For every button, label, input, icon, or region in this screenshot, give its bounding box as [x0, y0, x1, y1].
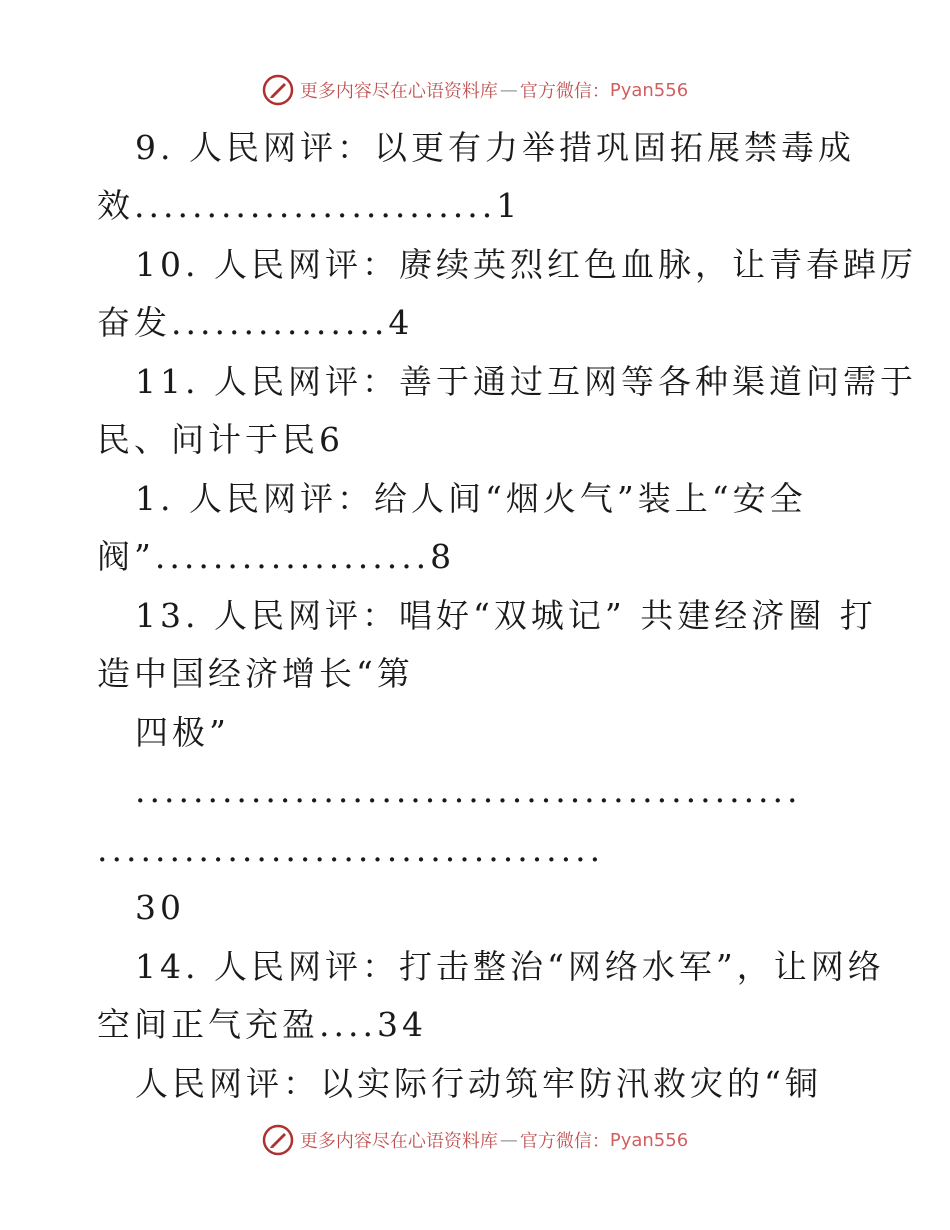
toc-line: 四极”	[135, 713, 230, 752]
toc-line: 造中国经济增长“第	[97, 654, 414, 693]
pen-logo-icon	[262, 1124, 294, 1156]
watermark-separator: —	[499, 79, 518, 101]
watermark-id: Pyan556	[609, 79, 689, 101]
toc-line: 民、问计于民6	[97, 420, 344, 459]
watermark-text: 更多内容尽在心语资料库	[299, 1131, 498, 1152]
toc-line: 奋发...............4	[97, 303, 414, 342]
toc-line: 14. 人民网评：打击整治“网络水军”，让网络	[135, 947, 885, 986]
watermark-header	[0, 70, 950, 110]
toc-line: 30	[135, 888, 185, 927]
watermark-footer	[0, 1120, 950, 1160]
toc-line: 人民网评：以实际行动筑牢防汛救灾的“铜	[135, 1064, 822, 1103]
toc-line: 1. 人民网评：给人间“烟火气”装上“安全	[135, 479, 807, 518]
watermark-text: 更多内容尽在心语资料库	[299, 81, 498, 102]
toc-line: ...................................	[97, 830, 605, 869]
toc-line: 9. 人民网评：以更有力举措巩固拓展禁毒成	[135, 128, 855, 167]
watermark-id: Pyan556	[609, 1129, 689, 1151]
toc-line: 13. 人民网评：唱好“双城记” 共建经济圈 打	[135, 596, 877, 635]
watermark-label: 官方微信：	[519, 81, 610, 102]
toc-line: 空间正气充盈....34	[97, 1005, 427, 1044]
toc-line: 效.........................1	[97, 186, 522, 225]
pen-logo-icon	[262, 74, 294, 106]
toc-line: 10. 人民网评：赓续英烈红色血脉，让青春踔厉	[135, 245, 917, 284]
watermark-label: 官方微信：	[519, 1131, 610, 1152]
toc-line: ..............................................	[135, 771, 802, 810]
toc-line: 11. 人民网评：善于通过互网等各种渠道问需于	[135, 362, 917, 401]
toc-line: 阀”...................8	[97, 537, 456, 576]
watermark-separator: —	[499, 1129, 518, 1151]
